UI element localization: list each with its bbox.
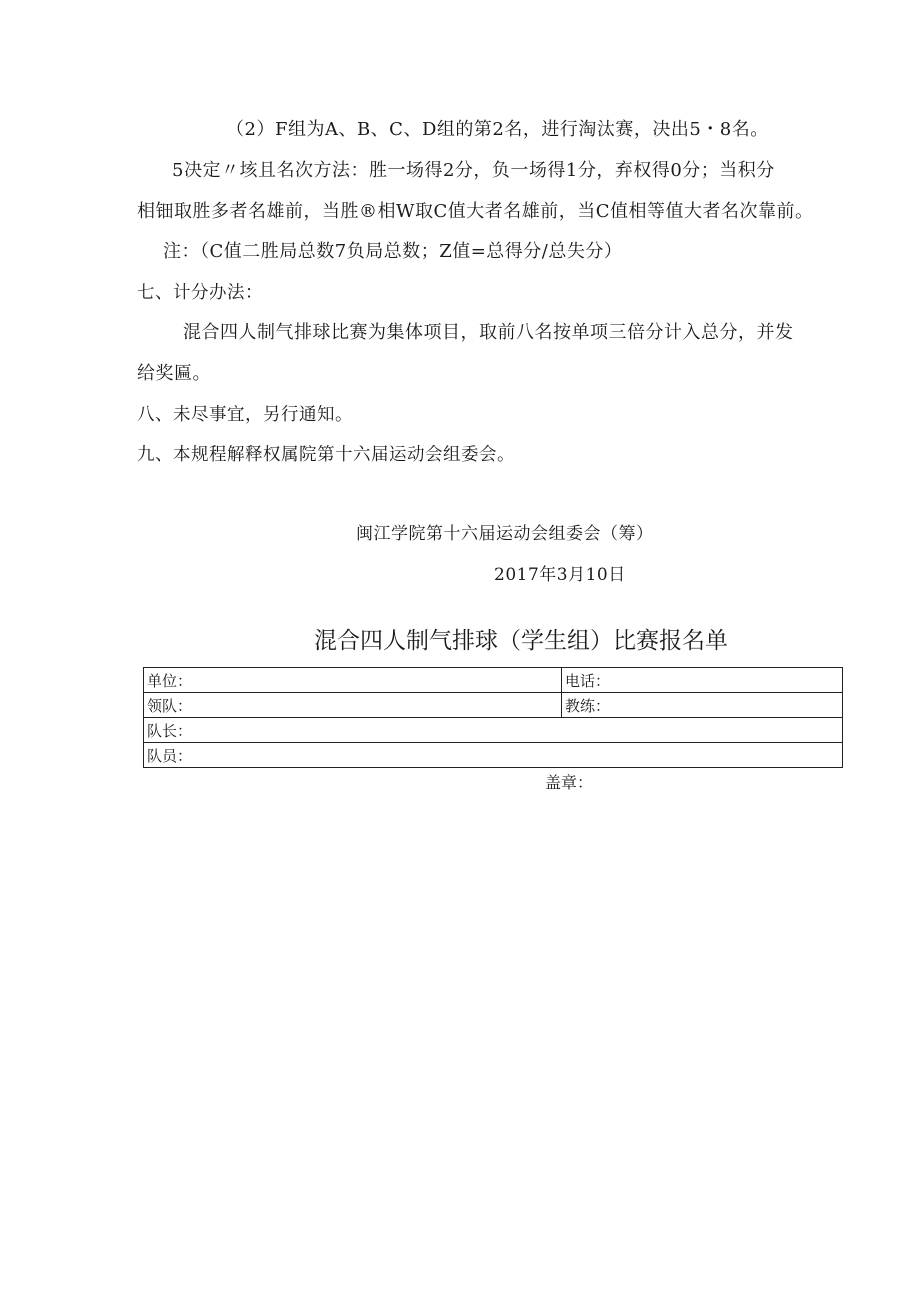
registration-form-title: 混合四人制气排球（学生组）比赛报名单 — [314, 628, 728, 654]
organizer-signature: 闽江学院第十六届运动会组委会（筹） — [356, 524, 654, 544]
seal-label: 盖章： — [545, 773, 594, 792]
table-row — [144, 668, 843, 693]
document-date: 2017年3月10日 — [494, 565, 626, 585]
captain-field[interactable]: 队长： — [144, 718, 843, 743]
rule-f-group-line: （2）F组为A、B、C、D组的第2名，进行淘汰赛，决出5・8名。 — [226, 119, 769, 140]
interpretation-right: 九、本规程解释权属院第十六届运动会组委会。 — [137, 445, 515, 465]
scoring-heading: 七、计分办法： — [137, 283, 263, 303]
leader-field[interactable]: 领队： — [144, 693, 562, 718]
table-row — [144, 743, 843, 768]
table-row — [144, 718, 843, 743]
ranking-method-line-2: 相钿取胜多者名雄前，当胜®相W取C值大者名雄前，当C值相等值大者名次靠前。 — [137, 201, 814, 222]
scoring-text-line-1: 混合四人制气排球比赛为集体项目，取前八名按单项三倍分计入总分，并发 — [183, 322, 794, 343]
members-field[interactable]: 队员： — [144, 743, 843, 768]
ranking-note: 注：（C值二胜局总数7负局总数；Z值=总得分/总失分） — [163, 241, 623, 262]
scoring-text-line-2: 给奖匾。 — [137, 363, 211, 384]
unit-field[interactable]: 单位： — [144, 668, 562, 693]
unfinished-matters: 八、未尽事宜，另行通知。 — [137, 405, 353, 425]
registration-form-table — [143, 667, 843, 768]
table-row — [144, 693, 843, 718]
coach-field[interactable]: 教练： — [562, 693, 843, 718]
ranking-method-line-1: 5决定〃垓且名次方法：胜一场得2分，负一场得1分，弃权得0分；当积分 — [172, 160, 775, 181]
phone-field[interactable]: 电话： — [562, 668, 843, 693]
